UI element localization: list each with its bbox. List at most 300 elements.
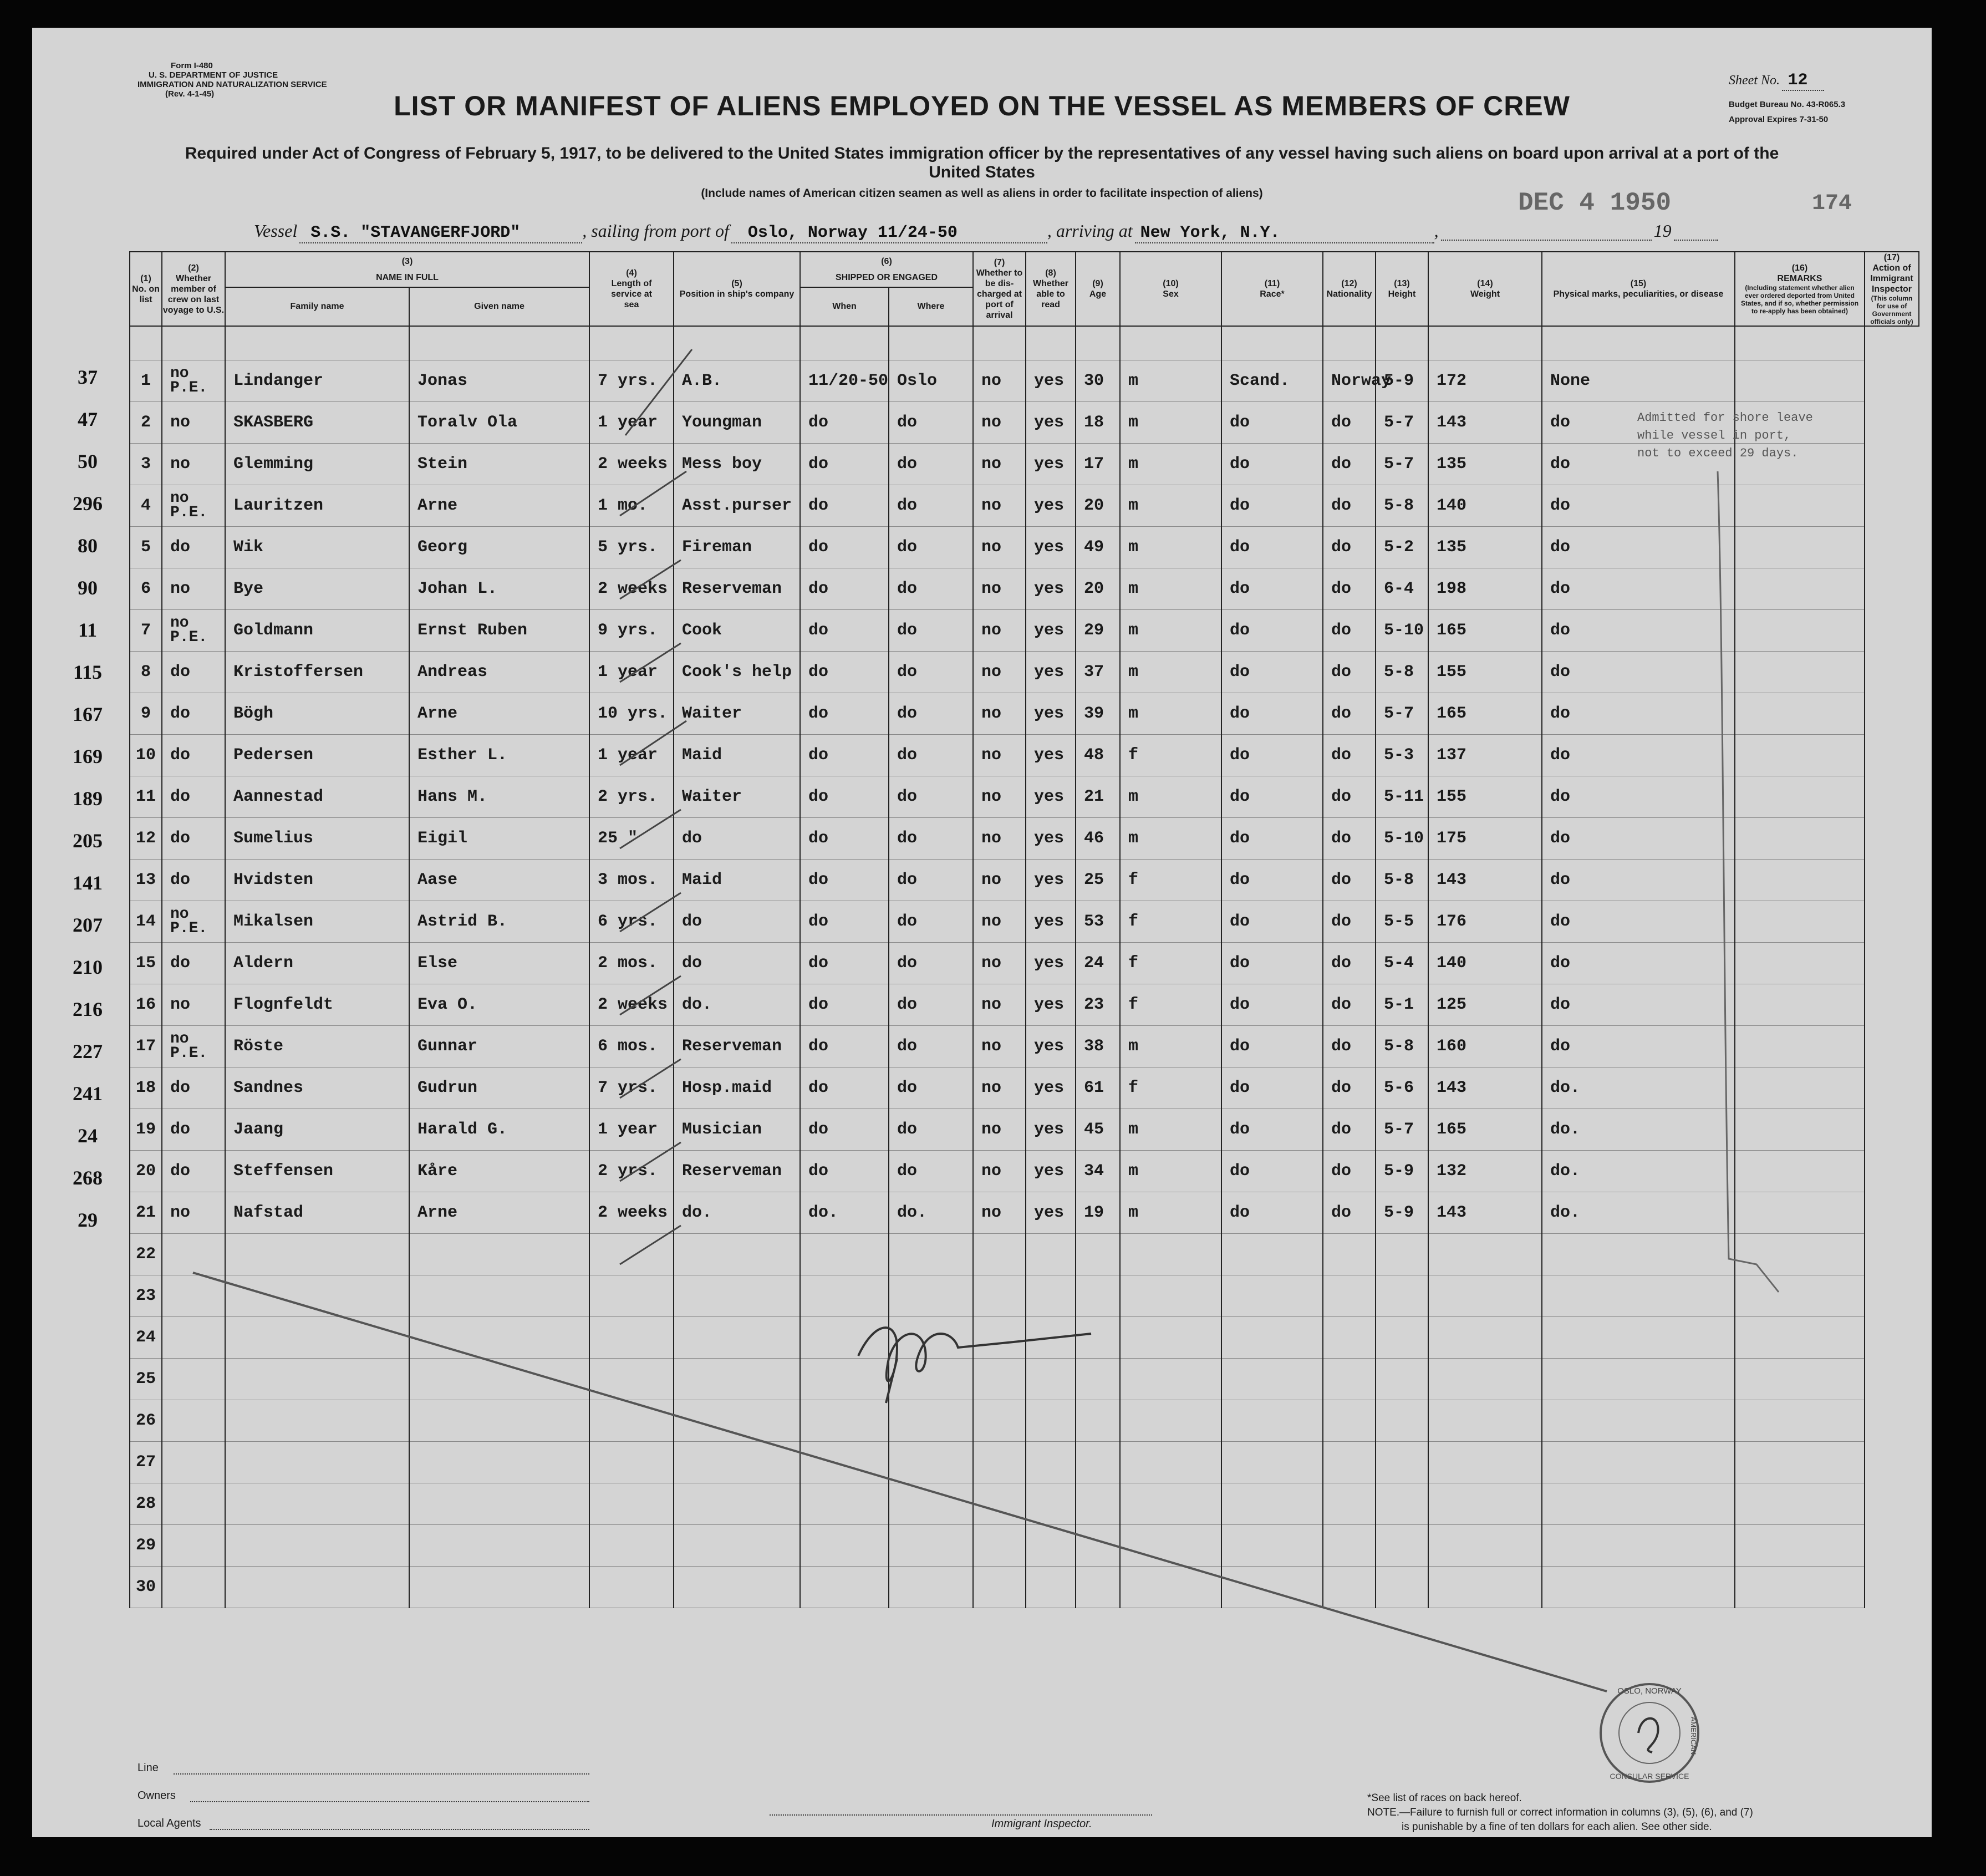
sex-cell: f (1120, 984, 1221, 1026)
row-number: 10 (130, 735, 162, 776)
col-header-where: Where (889, 287, 973, 326)
able-to-read-cell: yes (1026, 1109, 1076, 1151)
given-name-cell: Arne (409, 1192, 589, 1234)
inspector-signature-field (770, 1814, 1152, 1816)
comma-separator: , (1434, 221, 1439, 241)
control-number: 167 (73, 703, 103, 725)
weight-cell: 198 (1428, 568, 1542, 610)
service-length-cell: 10 yrs. (589, 693, 674, 735)
last-voyage-cell: do (162, 818, 225, 860)
family-name-cell: Steffensen (225, 1151, 409, 1192)
able-to-read-cell: yes (1026, 984, 1076, 1026)
given-name-cell: Arne (409, 485, 589, 527)
form-number: Form I-480 (171, 61, 213, 70)
nationality-cell: do (1323, 1151, 1376, 1192)
shipped-when-cell: do (800, 568, 889, 610)
position-cell: Youngman (674, 402, 800, 444)
physical-marks-cell: do. (1542, 1109, 1735, 1151)
position-cell: do (674, 818, 800, 860)
col-number: (5) (731, 279, 742, 288)
able-to-read-cell: yes (1026, 943, 1076, 984)
age-cell: 48 (1076, 735, 1120, 776)
last-voyage-note: P.E. (170, 504, 208, 521)
nationality-cell: do (1323, 485, 1376, 527)
discharged-cell: no (973, 1067, 1026, 1109)
able-to-read-cell: yes (1026, 568, 1076, 610)
col-label: Whether able to read (1033, 279, 1068, 309)
shipped-where-cell: do (889, 984, 973, 1026)
family-name-cell: Aldern (225, 943, 409, 984)
shipped-when-cell: do (800, 1109, 889, 1151)
shipped-when-cell: do (800, 610, 889, 652)
physical-marks-cell: do. (1542, 1067, 1735, 1109)
shipped-where-cell: do (889, 901, 973, 943)
family-name-cell: Mikalsen (225, 901, 409, 943)
race-cell: do (1221, 568, 1323, 610)
control-number: 47 (78, 408, 98, 430)
family-name-cell: Pedersen (225, 735, 409, 776)
shipped-where-cell: do (889, 652, 973, 693)
sailing-label: , sailing from port of (582, 221, 729, 241)
position-cell: Asst.purser (674, 485, 800, 527)
control-number: 268 (73, 1167, 103, 1189)
physical-marks-cell: do (1542, 485, 1735, 527)
able-to-read-cell: yes (1026, 818, 1076, 860)
family-name-cell: Aannestad (225, 776, 409, 818)
last-voyage-note: P.E. (170, 1045, 208, 1062)
service-length-cell: 1 year (589, 1109, 674, 1151)
able-to-read-cell: yes (1026, 776, 1076, 818)
shipped-when-cell: do (800, 818, 889, 860)
position-cell: Reserveman (674, 568, 800, 610)
discharged-cell: no (973, 610, 1026, 652)
weight-cell: 132 (1428, 1151, 1542, 1192)
sheet-label: Sheet No. (1729, 73, 1780, 88)
physical-marks-cell: do (1542, 984, 1735, 1026)
family-name-cell: Glemming (225, 444, 409, 485)
age-cell: 23 (1076, 984, 1120, 1026)
family-name-cell: Lindanger (225, 360, 409, 402)
service-length-cell: 2 yrs. (589, 776, 674, 818)
nationality-cell: do (1323, 568, 1376, 610)
weight-cell: 125 (1428, 984, 1542, 1026)
row-number: 24 (130, 1317, 162, 1359)
height-cell: 5-11 (1376, 776, 1428, 818)
physical-marks-cell: do (1542, 693, 1735, 735)
given-name-cell: Kåre (409, 1151, 589, 1192)
shipped-where-cell: do (889, 776, 973, 818)
last-voyage-note: P.E. (170, 629, 208, 646)
given-name-cell: Jonas (409, 360, 589, 402)
height-cell: 5-8 (1376, 652, 1428, 693)
shipped-when-cell: do (800, 901, 889, 943)
sex-cell: m (1120, 402, 1221, 444)
row-number: 4 (130, 485, 162, 527)
shipped-when-cell: do (800, 860, 889, 901)
nationality-cell: Norway (1323, 360, 1376, 402)
discharged-cell: no (973, 901, 1026, 943)
inspector-label: Immigrant Inspector. (991, 1818, 1092, 1830)
able-to-read-cell: yes (1026, 444, 1076, 485)
remarks-line: Admitted for shore leave (1637, 411, 1813, 425)
nationality-cell: do (1323, 735, 1376, 776)
last-voyage-cell: no (162, 402, 225, 444)
discharged-cell: no (973, 776, 1026, 818)
sex-cell: m (1120, 693, 1221, 735)
col-number: (9) (1092, 279, 1103, 288)
col-label: Whether member of crew on last voyage to U.S. (162, 273, 225, 315)
col-number: (4) (626, 268, 637, 278)
age-cell: 30 (1076, 360, 1120, 402)
discharged-cell: no (973, 984, 1026, 1026)
include-note: (Include names of American citizen seamen as well as aliens in order to facilitate inspection of aliens) (701, 187, 1263, 200)
sex-cell: f (1120, 860, 1221, 901)
col-number: (12) (1341, 279, 1357, 288)
height-cell: 5-4 (1376, 943, 1428, 984)
position-cell: Cook's help (674, 652, 800, 693)
race-cell: Scand. (1221, 360, 1323, 402)
discharged-cell: no (973, 943, 1026, 984)
row-number: 27 (130, 1442, 162, 1483)
col-number: (3) (401, 256, 413, 266)
footer-owners-label: Owners (138, 1789, 176, 1802)
manifest-sheet (32, 28, 1932, 1837)
fine-note-1: NOTE.—Failure to furnish full or correct information in columns (3), (5), (6), and (7) (1367, 1807, 1753, 1818)
family-name-cell: Wik (225, 527, 409, 568)
height-cell: 5-6 (1376, 1067, 1428, 1109)
row-number: 14 (130, 901, 162, 943)
height-cell: 5-9 (1376, 1192, 1428, 1234)
row-number: 30 (130, 1567, 162, 1608)
physical-marks-cell: do (1542, 527, 1735, 568)
age-cell: 17 (1076, 444, 1120, 485)
position-cell: Reserveman (674, 1151, 800, 1192)
col-number: (7) (994, 258, 1005, 267)
nationality-cell: do (1323, 776, 1376, 818)
position-cell: Waiter (674, 693, 800, 735)
position-cell: Cook (674, 610, 800, 652)
last-voyage-note: P.E. (170, 379, 208, 396)
position-cell: Maid (674, 860, 800, 901)
col-label: Nationality (1326, 289, 1372, 299)
discharged-cell: no (973, 1192, 1026, 1234)
weight-cell: 143 (1428, 402, 1542, 444)
given-name-cell: Hans M. (409, 776, 589, 818)
control-number: 296 (73, 492, 103, 515)
shipped-when-cell: do (800, 1067, 889, 1109)
race-cell: do (1221, 776, 1323, 818)
race-cell: do (1221, 527, 1323, 568)
col-number: (17) (1883, 253, 1900, 262)
control-number: 50 (78, 450, 98, 472)
height-cell: 5-10 (1376, 610, 1428, 652)
arriving-at: New York, N.Y. (1135, 223, 1434, 243)
family-name-cell: Bögh (225, 693, 409, 735)
stamp-side-text: AMERICAN (1689, 1716, 1698, 1755)
physical-marks-cell: do (1542, 860, 1735, 901)
last-voyage-cell: do (162, 1109, 225, 1151)
given-name-cell: Aase (409, 860, 589, 901)
col-label: Race* (1260, 289, 1285, 299)
shipped-where-cell: do (889, 444, 973, 485)
race-cell: do (1221, 1192, 1323, 1234)
age-cell: 61 (1076, 1067, 1120, 1109)
last-voyage-cell: do (162, 735, 225, 776)
shipped-when-cell: do (800, 652, 889, 693)
sex-cell: m (1120, 1192, 1221, 1234)
row-number: 22 (130, 1234, 162, 1275)
service-length-cell: 3 mos. (589, 860, 674, 901)
position-cell: do. (674, 1192, 800, 1234)
race-cell: do (1221, 1067, 1323, 1109)
given-name-cell: Arne (409, 693, 589, 735)
able-to-read-cell: yes (1026, 1067, 1076, 1109)
shipped-when-cell: do (800, 693, 889, 735)
weight-cell: 165 (1428, 1109, 1542, 1151)
physical-marks-cell: do (1542, 652, 1735, 693)
row-number: 15 (130, 943, 162, 984)
last-voyage-cell: do (162, 943, 225, 984)
discharged-cell: no (973, 568, 1026, 610)
discharged-cell: no (973, 1109, 1026, 1151)
weight-cell: 176 (1428, 901, 1542, 943)
race-cell: do (1221, 652, 1323, 693)
family-name-cell: Kristoffersen (225, 652, 409, 693)
age-cell: 19 (1076, 1192, 1120, 1234)
col-label: No. on list (132, 284, 160, 304)
height-cell: 5-7 (1376, 1109, 1428, 1151)
height-cell: 5-10 (1376, 818, 1428, 860)
row-number: 19 (130, 1109, 162, 1151)
control-number: 241 (73, 1082, 103, 1105)
control-number: 189 (73, 787, 103, 810)
position-cell: Musician (674, 1109, 800, 1151)
physical-marks-cell: do (1542, 943, 1735, 984)
col-label: Sex (1163, 289, 1179, 299)
service-column-slashes (620, 349, 692, 1264)
service-length-cell: 6 yrs. (589, 901, 674, 943)
weight-cell: 140 (1428, 943, 1542, 984)
weight-cell: 135 (1428, 444, 1542, 485)
stamp-bottom-text: CONSULAR SERVICE (1610, 1772, 1689, 1781)
shipped-when-cell: do (800, 1026, 889, 1067)
race-cell: do (1221, 1109, 1323, 1151)
last-voyage-cell: no (162, 1192, 225, 1234)
race-cell: do (1221, 901, 1323, 943)
row-number: 18 (130, 1067, 162, 1109)
height-cell: 5-8 (1376, 485, 1428, 527)
nationality-cell: do (1323, 984, 1376, 1026)
sex-cell: m (1120, 818, 1221, 860)
nationality-cell: do (1323, 693, 1376, 735)
discharged-cell: no (973, 1026, 1026, 1067)
shipped-where-cell: do (889, 1109, 973, 1151)
weight-cell: 172 (1428, 360, 1542, 402)
control-number: 216 (73, 998, 103, 1020)
col-label: Position in ship's company (679, 289, 795, 299)
shipped-where-cell: do (889, 943, 973, 984)
last-voyage-cell: do (162, 1067, 225, 1109)
footer-agents-label: Local Agents (138, 1817, 201, 1829)
col-header-family-name: Family name (225, 287, 409, 326)
service-length-cell: 7 yrs. (589, 360, 674, 402)
able-to-read-cell: yes (1026, 1192, 1076, 1234)
row-number: 25 (130, 1359, 162, 1400)
col-label: Height (1388, 289, 1416, 299)
control-number: 37 (78, 366, 98, 388)
weight-cell: 143 (1428, 1067, 1542, 1109)
age-cell: 20 (1076, 485, 1120, 527)
position-cell: Waiter (674, 776, 800, 818)
col-header-when: When (800, 287, 889, 326)
physical-marks-cell: do (1542, 402, 1735, 444)
position-cell: do. (674, 984, 800, 1026)
row-number: 13 (130, 860, 162, 901)
footer-line-field (174, 1773, 589, 1775)
position-cell: A.B. (674, 360, 800, 402)
height-cell: 5-9 (1376, 360, 1428, 402)
control-number: 141 (73, 872, 103, 894)
nationality-cell: do (1323, 818, 1376, 860)
control-number: 210 (73, 956, 103, 978)
arriving-label: , arriving at (1047, 221, 1133, 241)
form-department: U. S. DEPARTMENT OF JUSTICE (149, 70, 278, 80)
height-cell: 5-3 (1376, 735, 1428, 776)
shipped-where-cell: do. (889, 1192, 973, 1234)
race-cell: do (1221, 485, 1323, 527)
page-title: LIST OR MANIFEST OF ALIENS EMPLOYED ON THE VESSEL AS MEMBERS OF CREW (394, 90, 1570, 121)
discharged-cell: no (973, 693, 1026, 735)
last-voyage-value: no (170, 490, 189, 507)
height-cell: 5-1 (1376, 984, 1428, 1026)
race-cell: do (1221, 402, 1323, 444)
given-name-cell: Johan L. (409, 568, 589, 610)
weight-cell: 155 (1428, 652, 1542, 693)
nationality-cell: do (1323, 610, 1376, 652)
row-number: 12 (130, 818, 162, 860)
control-number: 80 (78, 535, 98, 557)
physical-marks-cell: None (1542, 360, 1735, 402)
family-name-cell: Bye (225, 568, 409, 610)
able-to-read-cell: yes (1026, 402, 1076, 444)
nationality-cell: do (1323, 943, 1376, 984)
control-number: 115 (73, 661, 102, 683)
sex-cell: m (1120, 610, 1221, 652)
year-label: 19 (1653, 221, 1672, 241)
row-number: 1 (130, 360, 162, 402)
row-number: 6 (130, 568, 162, 610)
position-cell: do (674, 901, 800, 943)
race-cell: do (1221, 984, 1323, 1026)
able-to-read-cell: yes (1026, 1151, 1076, 1192)
able-to-read-cell: yes (1026, 693, 1076, 735)
last-voyage-value: no (170, 614, 189, 632)
control-number: 227 (73, 1040, 103, 1062)
able-to-read-cell: yes (1026, 652, 1076, 693)
service-length-cell: 5 yrs. (589, 527, 674, 568)
shipped-when-cell: do. (800, 1192, 889, 1234)
col-number: (14) (1477, 279, 1493, 288)
sex-cell: m (1120, 1151, 1221, 1192)
last-voyage-cell: no (162, 444, 225, 485)
height-cell: 5-5 (1376, 901, 1428, 943)
age-cell: 21 (1076, 776, 1120, 818)
height-cell: 5-8 (1376, 860, 1428, 901)
row-number: 23 (130, 1275, 162, 1317)
budget-number: Budget Bureau No. 43-R065.3 (1729, 100, 1846, 109)
able-to-read-cell: yes (1026, 1026, 1076, 1067)
row-number: 29 (130, 1525, 162, 1567)
shipped-where-cell: do (889, 485, 973, 527)
col-label: Age (1089, 289, 1107, 299)
shipped-when-cell: do (800, 776, 889, 818)
physical-marks-cell: do. (1542, 1151, 1735, 1192)
col-header-given-name: Given name (409, 287, 589, 326)
given-name-cell: Eva O. (409, 984, 589, 1026)
control-number: 11 (78, 619, 97, 641)
shipped-where-cell: do (889, 693, 973, 735)
age-cell: 24 (1076, 943, 1120, 984)
service-length-cell: 2 yrs. (589, 1151, 674, 1192)
discharged-cell: no (973, 444, 1026, 485)
last-voyage-note: P.E. (170, 920, 208, 937)
col-label: Whether to be dis-charged at port of arrival (976, 268, 1023, 320)
race-cell: do (1221, 693, 1323, 735)
age-cell: 20 (1076, 568, 1120, 610)
sex-cell: m (1120, 527, 1221, 568)
shipped-when-cell: do (800, 527, 889, 568)
shipped-when-cell: do (800, 485, 889, 527)
col-label: REMARKS (1777, 274, 1822, 283)
position-cell: Mess boy (674, 444, 800, 485)
sex-cell: m (1120, 776, 1221, 818)
able-to-read-cell: yes (1026, 610, 1076, 652)
col-number: (1) (140, 273, 151, 283)
stamp-top-text: OSLO, NORWAY (1617, 1686, 1682, 1696)
able-to-read-cell: yes (1026, 527, 1076, 568)
weight-cell: 165 (1428, 610, 1542, 652)
col-label: SHIPPED OR ENGAGED (835, 272, 938, 282)
row-number: 26 (130, 1400, 162, 1442)
shipped-when-cell: do (800, 444, 889, 485)
row-number: 20 (130, 1151, 162, 1192)
age-cell: 39 (1076, 693, 1120, 735)
family-name-cell: Flognfeldt (225, 984, 409, 1026)
handwritten-marks (32, 28, 1932, 1837)
given-name-cell: Gudrun (409, 1067, 589, 1109)
sex-cell: m (1120, 444, 1221, 485)
discharged-cell: no (973, 818, 1026, 860)
able-to-read-cell: yes (1026, 901, 1076, 943)
sex-cell: f (1120, 943, 1221, 984)
race-cell: do (1221, 610, 1323, 652)
shipped-when-cell: do (800, 735, 889, 776)
inspector-signature (858, 1328, 1091, 1403)
weight-cell: 155 (1428, 776, 1542, 818)
col-sublabel: (Including statement whether alien ever ordered deported from United States, and if so, whether permission to re-apply has been obtained) (1740, 284, 1859, 315)
control-number: 90 (78, 577, 98, 599)
row-number: 8 (130, 652, 162, 693)
height-cell: 6-4 (1376, 568, 1428, 610)
given-name-cell: Astrid B. (409, 901, 589, 943)
shipped-where-cell: do (889, 1067, 973, 1109)
shipped-where-cell: do (889, 860, 973, 901)
last-voyage-cell: do (162, 1151, 225, 1192)
discharged-cell: no (973, 485, 1026, 527)
position-cell: Maid (674, 735, 800, 776)
nationality-cell: do (1323, 527, 1376, 568)
nationality-cell: do (1323, 901, 1376, 943)
